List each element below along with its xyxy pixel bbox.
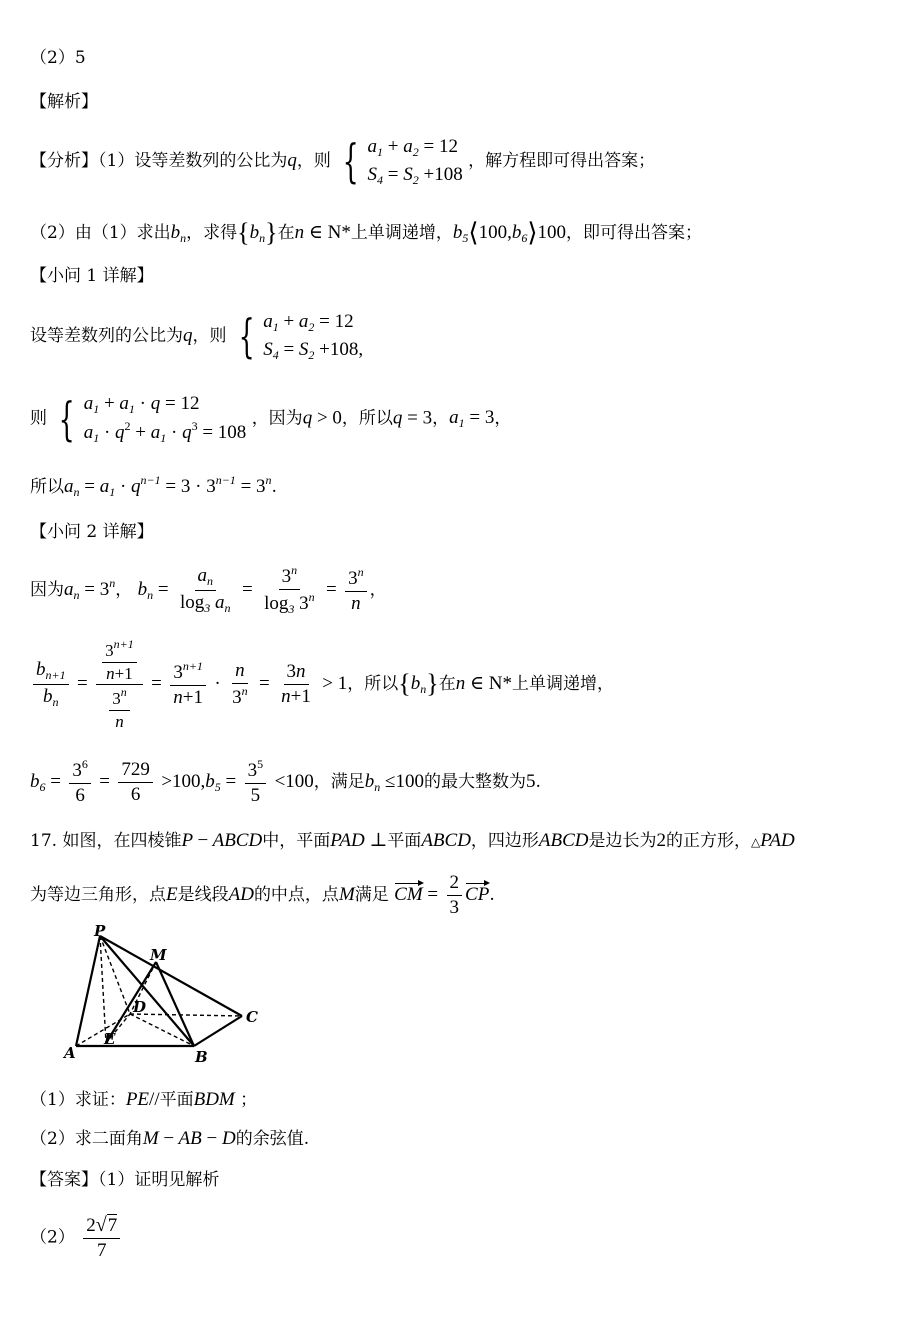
fenxi-line-2: （2）由（1）求出$b_n$，求得$\{b_n\}$在n ∈ N*上单调递增，$b_5⟨100,b_6⟩100$，即可得出答案；: [30, 218, 702, 247]
sub2-line-2: $\frac{b_{n+1}}{b_n}$ = $\frac{\frac{3^{n+1}}{n+1}}{\frac{3^n}{n}}$ = $\frac{3^{n+1}}{n+1}$ · $\frac{n}{3^n}$ = $\frac{3n}{n+1}$ > 1，所以$\{b_n\}$在n ∈ N*上单调递增，: [30, 638, 614, 731]
q17-stem-line-2: 为等边三角形，点E是线段AD的中点，点M满足 CM = $\frac{2}{3}$ CP.: [30, 872, 495, 918]
q17-answer-1: 【答案】（1）证明见解析: [30, 1170, 220, 1190]
label-b: B: [195, 1048, 208, 1066]
edge-mb: [156, 962, 194, 1046]
sub1-label: 【小问 1 详解】: [30, 266, 154, 286]
edge-db: [130, 1014, 194, 1046]
q17-part-2: （2）求二面角M − AB − D的余弦值.: [30, 1128, 310, 1149]
q17-stem-line-1: 17. 如图，在四棱锥P − ABCD中，平面PAD ⊥平面ABCD，四边形ABCD是边长为2的正方形，△PAD: [30, 830, 795, 851]
sub1-line-2: 则 { $a_1 + a_1 \cdot q = 12$ $a_1 \cdot q^2 + a_1 \cdot q^3 = 108$ ，因为q > 0，所以q = 3，$a_1 = 3$，: [30, 391, 512, 446]
sub1-line-3: 所以$a_n = a_1 \cdot q^{n-1} = 3 \cdot 3^{n-1} = 3^n$.: [30, 473, 277, 499]
edge-dc: [130, 1014, 242, 1016]
sub1-line-1: 设等差数列的公比为q，则 { $a_1 + a_2 = 12$ $S_4 = S_2 +108$,: [30, 309, 364, 364]
pyramid-figure: [60, 922, 270, 1068]
q16-part2-answer: （2）5: [30, 48, 86, 68]
label-e: E: [104, 1030, 116, 1048]
edge-pd: [100, 936, 130, 1014]
edge-pe: [100, 936, 106, 1043]
label-m: M: [150, 946, 167, 964]
sub2-line-3: $b_6$ = $\frac{3^6}{6}$ = $\frac{729}{6}$ $>100,b_5$ = $\frac{3^5}{5}$ <100，满足$b_n \le 100$的最大整数为5.: [30, 757, 541, 806]
answer-fraction: $\frac{2√7}{7}$: [83, 1214, 120, 1262]
edge-bc: [194, 1016, 242, 1046]
sub2-label: 【小问 2 详解】: [30, 522, 154, 542]
jiexi-label: 【解析】: [30, 92, 98, 112]
label-d: D: [133, 998, 147, 1016]
label-p: P: [94, 922, 106, 940]
label-a: A: [64, 1044, 76, 1062]
sub2-line-1: 因为$a_n = 3^n$， $b_n$ = $\frac{a_n}{\log_3 a_n}$ = $\frac{3^n}{\log_3 3^n}$ = $\frac{3^n}{n}$ ，: [30, 563, 387, 616]
fenxi-equation-system: { $a_1 + a_2 = 12$ $S_4 = S_2 +108$: [342, 134, 463, 189]
edge-pc: [100, 936, 242, 1016]
label-c: C: [246, 1008, 258, 1026]
edge-pa: [76, 936, 100, 1046]
q17-part-1: （1）求证：PE//平面BDM ；: [30, 1089, 258, 1110]
fenxi-line-1: 【分析】（1）设等差数列的公比为q，则 { $a_1 + a_2 = 12$ $S_4 = S_2 +108$ ，解方程即可得出答案；: [30, 134, 656, 189]
q17-answer-2: （2） $\frac{2√7}{7}$: [30, 1214, 123, 1262]
